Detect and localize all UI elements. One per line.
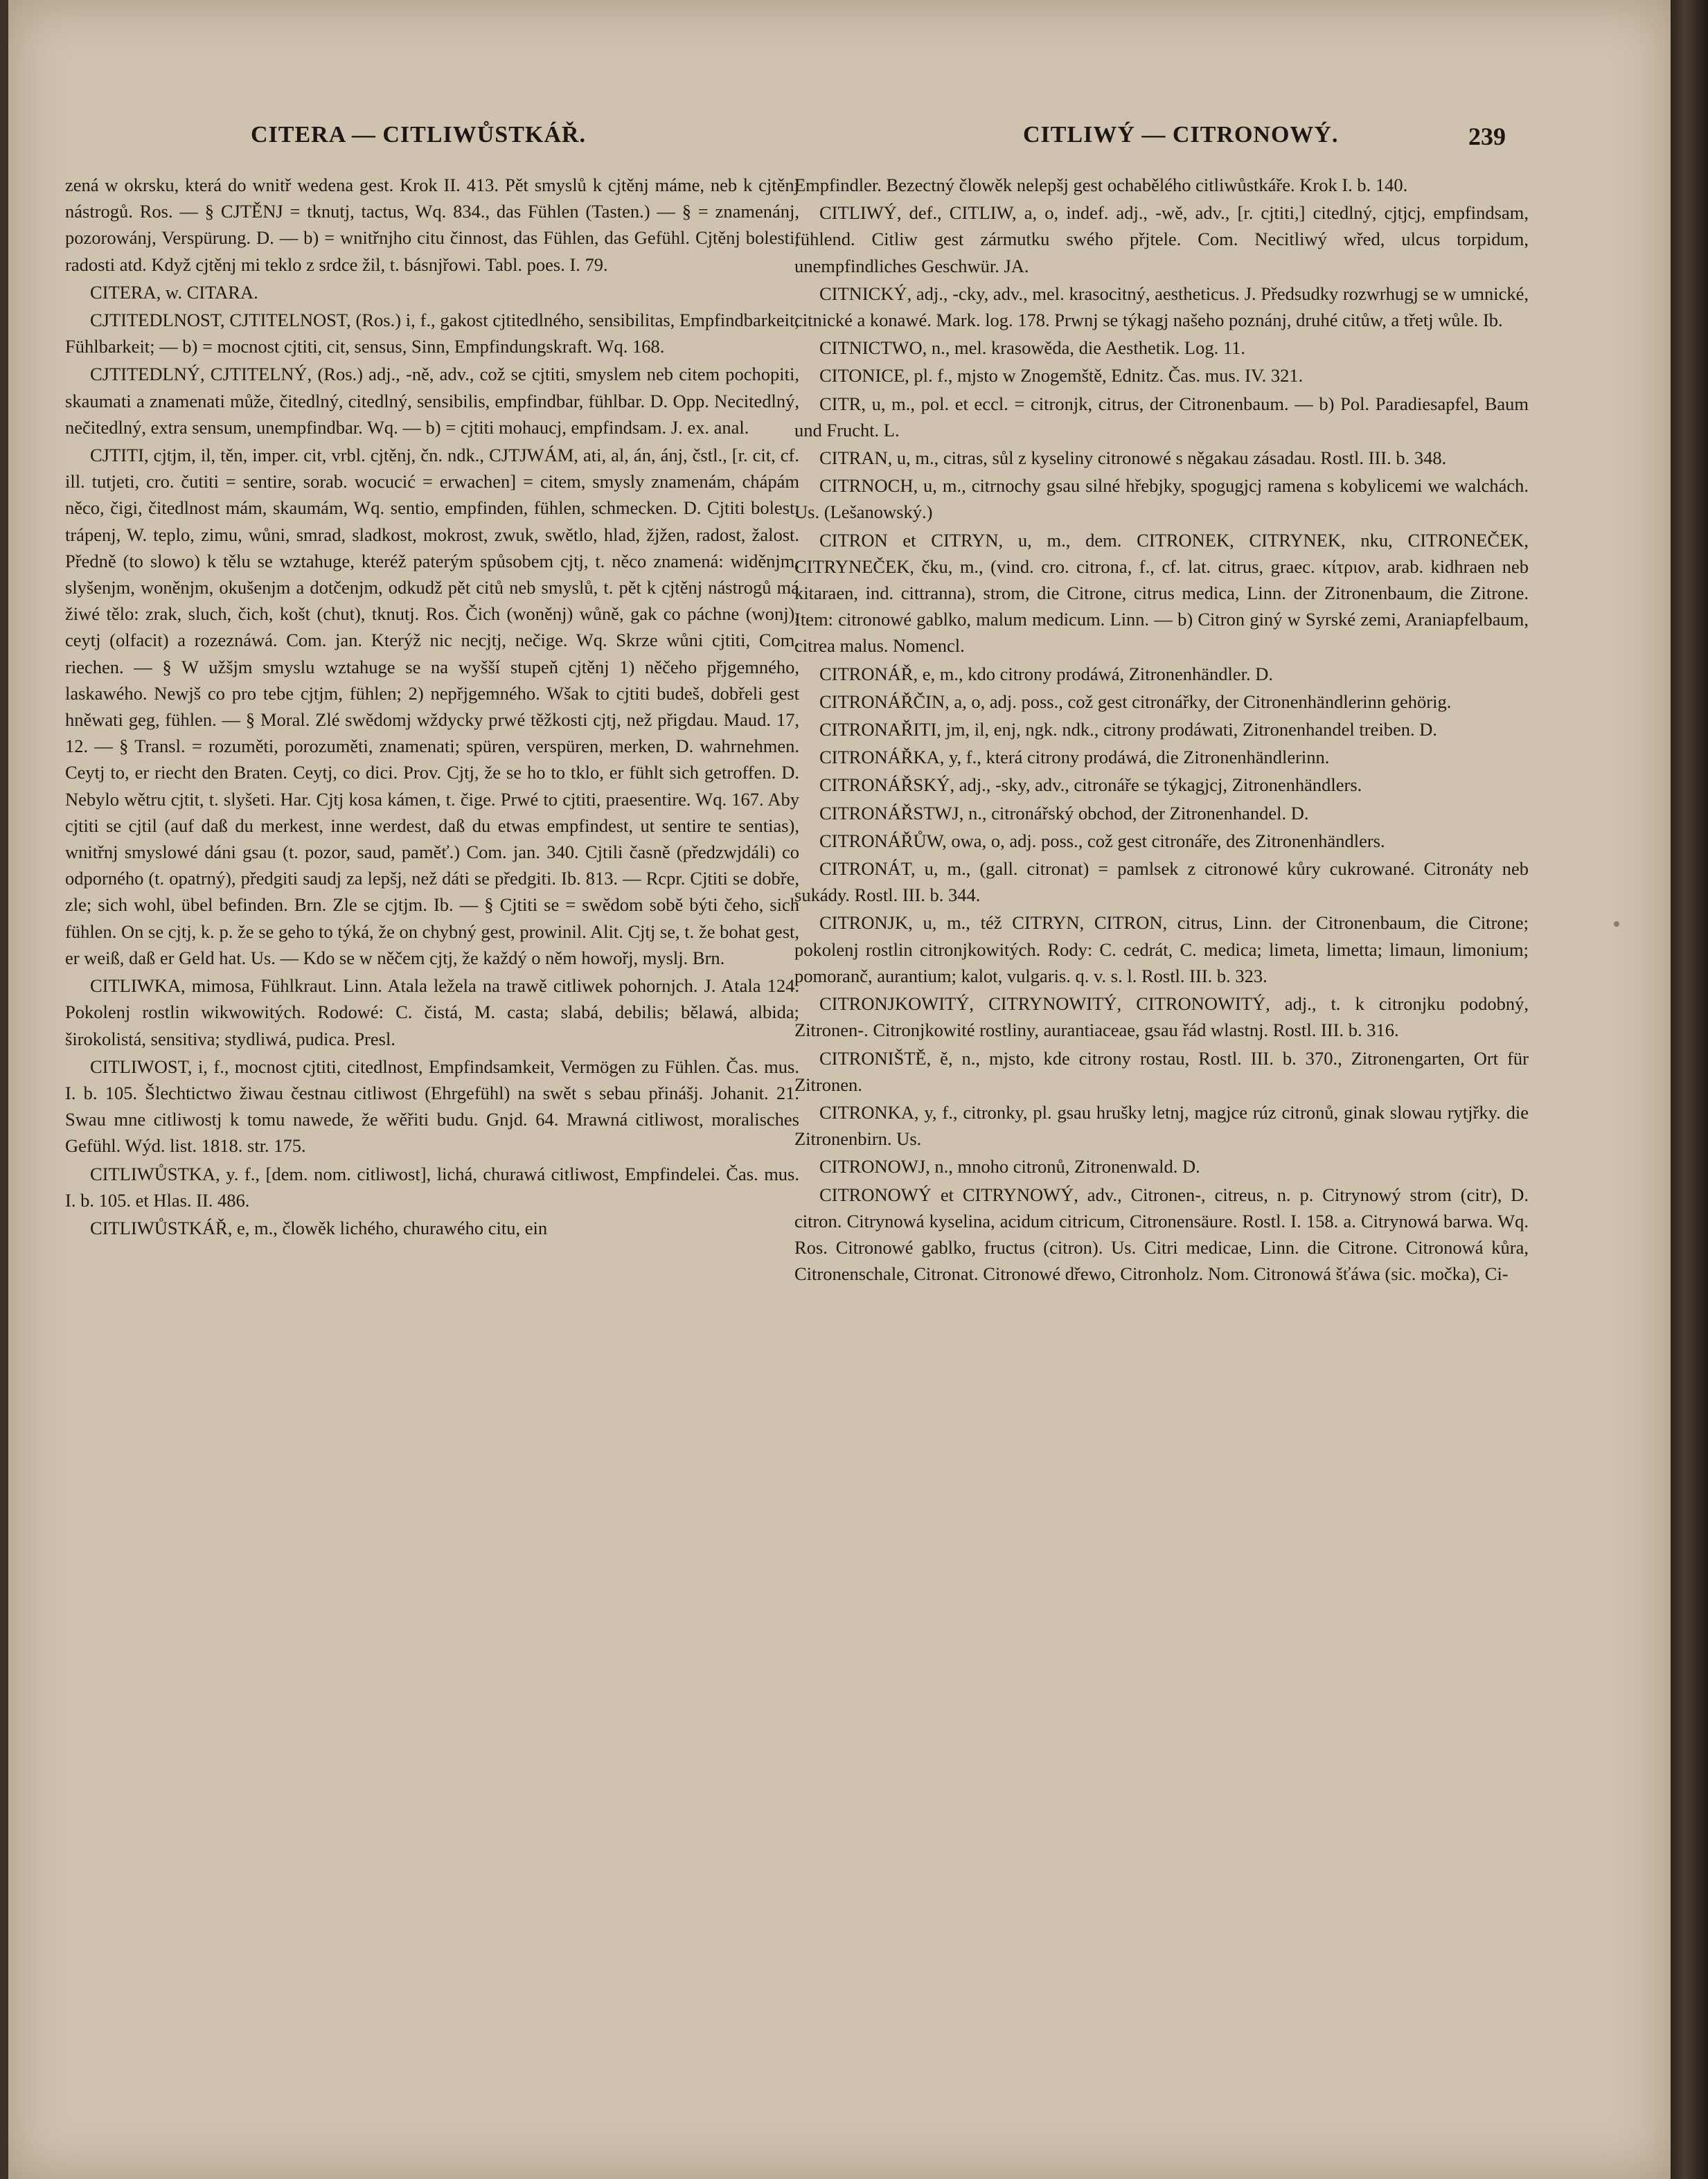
dictionary-entry: CJTITI, cjtjm, il, těn, imper. cit, vrbl. cjtěnj, čn. ndk., CJTJWÁM, ati, al, án, ánj, čstl., [r. cit, cf. ill. tutjeti, cro. čutiti = sentire, sorab. wocucić = erwachen] = citem, smysly znamenám, chápám něco, čigi, čitedlnost mám, skaumám, Wq. sentio, empfinden, fühlen, schmecken. D. Cjtiti bolest, trápenj, W. teplo, zimu, wůni, smrad, sladkost, mokrost, zwuk, swětlo, hlad, žjžen, radost, žalost. Předně (to slowo) k tělu se wztahuge, kteréž paterým spůsobem cjtj, t. něco znamená: widěnjm, slyšenjm, woněnjm, okušenjm a dotčenjm, odkudž pět citů neb smyslů, t. pět k cjtěnj nástrogů má žiwé tělo: zrak, sluch, čich, košt (chut), tknutj. Ros. Čich (woněnj) wůně, gak co páchne (wonj), ceytj (olfacit) a rozeznáwá. Com. jan. Kterýž nic necjtj, nečige. Wq. Skrze wůni cjtiti, Com. riechen. — § W užšjm smyslu wztahuge se na wyšší stupeň cjtěnj 1) něčeho přjgemného, laskawého. Newjš co pro tebe cjtjm, fühlen; 2) nepřjgemného. Wšak to cjtiti budeš, dobřeli gest hněwati geg, fühlen. — § Moral. Zlé swědomj wždycky prwé těžkosti cjtj, než přigdau. Maud. 17, 12. — § Transl. = rozuměti, porozuměti, znamenati; spüren, verspüren, merken, D. wahrnehmen. Ceytj to, er riecht den Braten. Ceytj, co dici. Prov. Cjtj, že se ho to tklo, er fühlt sich getroffen. D. Nebylo wětru cjtit, t. slyšeti. Har. Cjtj kosa kámen, t. čige. Prwé to cjtiti, praesentire. Wq. 167. Aby cjtiti se cjtil (auf daß du merkest, inne werdest, daß du etwas empfindest, ut sentire te sentias), wnitřnj smyslowé dáni gsau (t. pozor, saud, paměť.) Com. jan. 340. Cjtili časně (předzwjdáli) co odporného (t. opatrný), předgiti saudj za lepšj, než dáti se předgiti. Ib. 813. — Rcpr. Cjtiti se dobře, zle; sich wohl, übel befinden. Brn. Zle se cjtjm. Ib. — § Cjtiti se = swědom sobě býti čeho, sich fühlen. On se cjtj, k. p. že se geho to týká, že on chybný gest, prowinil. Alit. Cjtj se, t. že bohat gest, er weiß, daß er Geld hat. Us. — Kdo se w něčem cjtj, že každý o něm howořj, myslj. Brn. — [65, 445, 799, 968]
right-column — [794, 172, 1529, 1288]
dictionary-entry: CITLIWOST, i, f., mocnost cjtiti, citedlnost, Empfindsamkeit, Vermögen zu Fühlen. Čas. mus. I. b. 105. Šlechtictwo žiwau čestnau citliwost (Ehrgefühl) na swět s sebau přinášj. Johanit. 21. Swau mne citliwostj k tomu nawede, že wěřiti budu. Gnjd. 64. Mrawná citliwost, moralisches Gefühl. Wýd. list. 1818. str. 175. — [65, 1056, 799, 1157]
dictionary-entry: zená w okrsku, která do wnitř wedena gest. Krok II. 413. Pět smyslů k cjtěnj máme, neb k cjtěnj nástrogů. Ros. — § CJTĚNJ = tknutj, tactus, Wq. 834., das Fühlen (Tasten.) — § = znamenánj, pozorowánj, Verspürung. D. — b) = wnitřnjho citu činnost, das Fühlen, das Gefühl. Cjtěnj bolesti, radosti atd. Když cjtěnj mi teklo z srdce žil, t. básnjřowi. Tabl. poes. I. 79. — [65, 175, 799, 275]
dictionary-entry: CITRNOCH, u, m., citrnochy gsau silné hřebjky, spogugjcj ramena s kobylicemi we walchách. Us. (Lešanowský.) — [794, 475, 1529, 523]
left-column — [65, 172, 799, 1243]
dictionary-entry: CITNICKÝ, adj., -cky, adv., mel. krasocitný, aestheticus. J. Předsudky rozwrhugj se w umnické, citnické a konawé. Mark. log. 178. Prwnj se týkagj našeho poznánj, druhé citůw, a třetj wůle. Ib. — [794, 283, 1529, 331]
dictionary-entry: CITRONÁŘKA, y, f., která citrony prodáwá, die Zitronenhändlerinn. — [819, 747, 1330, 768]
right-running-head: CITLIWÝ — CITRONOWÝ. — [1023, 122, 1339, 148]
dictionary-page — [8, 0, 1671, 2179]
dictionary-entry: CITRONÁŘŮW, owa, o, adj. poss., což gest citronáře, des Zitronenhändlers. — [819, 830, 1385, 851]
dictionary-entry: CITRONOWJ, n., mnoho citronů, Zitronenwald. D. — [819, 1156, 1200, 1177]
dictionary-entry: CITONICE, pl. f., mjsto w Znogemště, Ednitz. Čas. mus. IV. 321. — [819, 365, 1304, 386]
book-edge — [1671, 0, 1708, 2179]
dictionary-entry: CITLIWKA, mimosa, Fühlkraut. Linn. Atala ležela na trawě citliwek pohornjch. J. Atala 124. Pokolenj rostlin wikwowitých. Rodowé: C. čistá, M. casta; slabá, debilis; bělawá, albida; širokolistá, sensitiva; stydliwá, pudica. Presl. — [65, 975, 799, 1049]
dictionary-entry: CITERA, w. CITARA. — [90, 281, 258, 303]
dictionary-entry: CITRONKA, y, f., citronky, pl. gsau hrušky letnj, magjce rúz citronů, ginak slowau rytjřky. die Zitronenbirn. Us. — [794, 1101, 1529, 1150]
dictionary-entry: CITLIWŮSTKÁŘ, e, m., člowěk lichého, churawého citu, ein — [90, 1217, 548, 1238]
dictionary-entry: CITNICTWO, n., mel. krasowěda, die Aesthetik. Log. 11. — [819, 337, 1246, 359]
dictionary-entry: CITR, u, m., pol. et eccl. = citronjk, citrus, der Citronenbaum. — b) Pol. Paradiesapfel, Baum und Frucht. L. — [794, 393, 1529, 441]
dictionary-entry: CITRONAŘITI, jm, il, enj, ngk. ndk., citrony prodáwati, Zitronenhandel treiben. D. — [819, 719, 1437, 740]
dictionary-entry: CITLIWŮSTKA, y. f., [dem. nom. citliwost], lichá, churawá citliwost, Empfindelei. Čas. mus. I. b. 105. et Hlas. II. 486. — [65, 1163, 799, 1211]
dictionary-entry: CITRONÁT, u, m., (gall. citronat) = pamlsek z citronowé kůry cukrowané. Citronáty neb sukády. Rostl. III. b. 344. — [794, 858, 1529, 906]
dictionary-entry: CJTITEDLNÝ, CJTITELNÝ, (Ros.) adj., -ně, adv., což se cjtiti, smyslem neb citem pochopiti, skaumati a znamenati může, čitedlný, citedlný, sensibilis, empfindbar, fühlbar. D. Opp. Necitedlný, nečitedlný, extra sensum, unempfindbar. Wq. — b) = cjtiti mohaucj, empfindsam. J. ex. anal. — [65, 364, 799, 438]
dictionary-entry: CJTITEDLNOST, CJTITELNOST, (Ros.) i, f., gakost cjtitedlného, sensibilitas, Empfindbarkeit, Fühlbarkeit; — b) = mocnost cjtiti, cit, sensus, Sinn, Empfindungskraft. Wq. 168. — [65, 310, 799, 357]
dictionary-entry: CITRONOWÝ et CITRYNOWÝ, adv., Citronen-, citreus, n. p. Citrynowý strom (citr), D. citron. Citrynowá kyselina, acidum citricum, Citronensäure. Rostl. I. 158. a. Citrynowá barwa. Wq. Ros. Citronowé gablko, fructus (citron). Us. Citri medicae, Linn. die Citrone. Citronowá kůra, Citronenschale, Citronat. Citronowé dřewo, Citronholz. Nom. Citronowá šťáwa (sic. močka), Ci- — [794, 1184, 1529, 1285]
dictionary-entry: CITRONÁŘČIN, a, o, adj. poss., což gest citronářky, der Citronenhändlerinn gehörig. — [819, 691, 1452, 712]
paper-speck — [1614, 921, 1619, 927]
dictionary-entry: CITRON et CITRYN, u, m., dem. CITRONEK, CITRYNEK, nku, CITRONEČEK, CITRYNEČEK, čku, m., (vind. cro. citrona, f., cf. lat. citrus, graec. κίτριον, arab. kidhraen neb kitaraen, ind. cittranna), strom, die Citrone, citrus medica, Linn. der Zitronenbaum, die Zitrone. Item: citronowé gablko, malum medicum. Linn. — b) Citron giný w Syrské zemi, Araniapfelbaum, citrea malus. Nomencl. — [794, 529, 1529, 657]
dictionary-entry: Empfindler. Bezectný člowěk nelepšj gest ochabělého citliwůstkáře. Krok I. b. 140. — [794, 175, 1408, 195]
dictionary-entry: CITRONJK, u, m., též CITRYN, CITRON, citrus, Linn. der Citronenbaum, die Citrone; pokolenj rostlin citronjkowitých. Rody: C. cedrát, C. medica; limeta, limetta; limaun, limonium; pomoranč, aurantium; kalot, vulgaris. q. v. s. l. Rostl. III. b. 323. — [794, 912, 1529, 986]
dictionary-entry: CITRONÁŘ, e, m., kdo citrony prodáwá, Zitronenhändler. D. — [819, 663, 1274, 684]
dictionary-entry: CITRONIŠTĚ, ě, n., mjsto, kde citrony rostau, Rostl. III. b. 370., Zitronengarten, Ort für Zitronen. — [794, 1047, 1529, 1095]
page-number: 239 — [1468, 123, 1506, 150]
dictionary-entry: CITRONÁŘSKÝ, adj., -sky, adv., citronáře se týkagjcj, Zitronenhändlers. — [819, 774, 1362, 796]
dictionary-entry: CITLIWÝ, def., CITLIW, a, o, indef. adj., -wě, adv., [r. cjtiti,] citedlný, cjtjcj, empfindsam, fühlend. Citliw gest zármutku swého přjtele. Com. Necitliwý wřed, ulcus torpidum, unempfindliches Geschwür. JA. — [794, 202, 1529, 276]
dictionary-entry: CITRONJKOWITÝ, CITRYNOWITÝ, CITRONOWITÝ, adj., t. k citronjku podobný, Zitronen-. Citronjkowité rostliny, aurantiaceae, gsau řád wlastnj. Rostl. III. b. 316. — [794, 993, 1529, 1041]
dictionary-entry: CITRONÁŘSTWJ, n., citronářský obchod, der Zitronenhandel. D. — [819, 802, 1309, 824]
left-running-head: CITERA — CITLIWŮSTKÁŘ. — [251, 122, 586, 148]
dictionary-entry: CITRAN, u, m., citras, sůl z kyseliny citronowé s něgakau zásadau. Rostl. III. b. 348. — [819, 447, 1447, 469]
